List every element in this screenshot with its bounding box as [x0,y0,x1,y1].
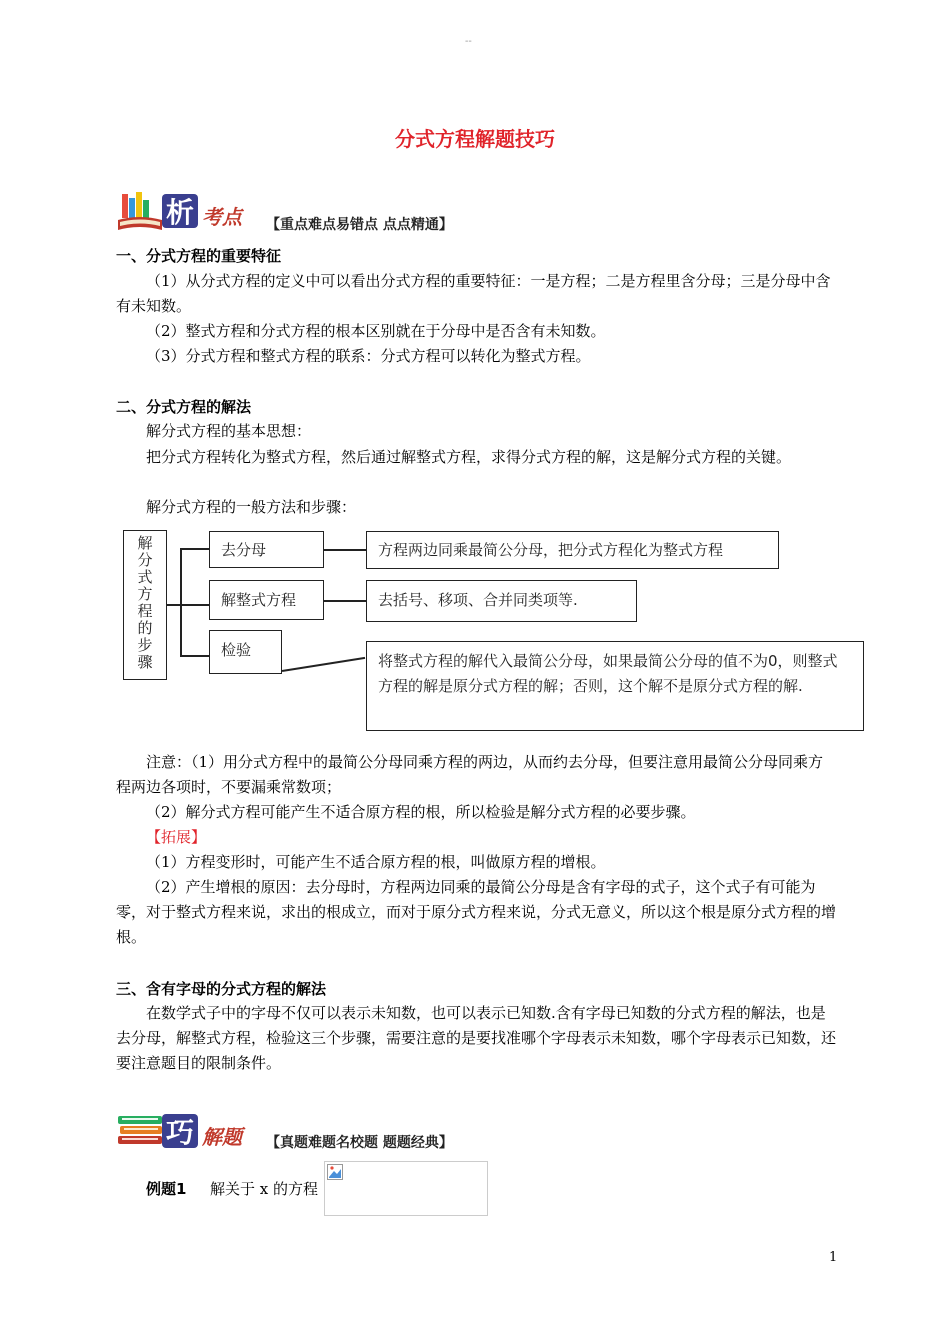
section-heading: 一、分式方程的重要特征 [116,247,282,265]
step-desc-box [366,641,864,731]
section-heading: 三、含有字母的分式方程的解法 [116,980,327,998]
page-number: 1 [829,1250,838,1265]
example-label: 例题1 [146,1180,187,1198]
step-label: 解整式方程 [221,591,297,609]
page-title: 分式方程解题技巧 [395,127,555,151]
banner-title-badge [162,192,254,232]
step-label: 去分母 [221,541,267,559]
step-box [209,630,282,674]
paragraph: 注意：（1）用分式方程中的最简公分母同乘方程的两边，从而约去分母，但要注意用最简公分母同乘方程两边各项时，不要漏乘常数项； [116,753,824,796]
banner-big-char: 析 [165,196,195,229]
example-line [146,1178,318,1199]
paragraph: 解分式方程的一般方法和步骤： [146,498,357,516]
header-mark: -- [465,36,472,47]
paragraph: 把分式方程转化为整式方程，然后通过解整式方程，求得分式方程的解，这是解分式方程的关键。 [146,448,792,466]
paragraph: （2）解分式方程可能产生不适合原方程的根，所以检验是解分式方程的必要步骤。 [146,803,696,821]
step-desc: 去括号、移项、合并同类项等. [378,591,578,609]
step-desc-box [366,531,779,569]
book-stack-icon [116,190,166,234]
paragraph: 解分式方程的基本思想： [146,422,312,440]
step-desc: 方程两边同乘最简公分母，把分式方程化为整式方程 [378,541,724,559]
banner-big-char: 巧 [165,1116,195,1149]
banner-analysis [116,188,496,236]
paragraph: （3）分式方程和整式方程的联系：分式方程可以转化为整式方程。 [146,347,591,365]
step-box [209,580,324,620]
paragraph: （2）产生增根的原因：去分母时，方程两边同乘的最简公分母是含有字母的式子，这个式子有可能为零，对于整式方程来说，求出的根成立，而对于原分式方程来说，分式无意义，所以这个根是原分式方程的增根。 [116,878,837,946]
banner-small-text: 解题 [202,1125,242,1149]
banner-solving [116,1108,496,1156]
paragraph: （1）方程变形时，可能产生不适合原方程的根，叫做原方程的增根。 [146,853,606,871]
banner-tag: 【重点难点易错点 点点精通】 [266,217,453,233]
equation-image-placeholder [324,1161,488,1216]
example-text: 解关于 x 的方程 [210,1180,318,1198]
step-desc: 将整式方程的解代入最简公分母，如果最简公分母的值不为0，则整式方程的解是原分式方程的解；否则，这个解不是原分式方程的解. [378,652,838,695]
step-desc-box [366,580,637,622]
step-label: 检验 [221,641,252,659]
step-box [209,531,324,568]
book-stack-icon [116,1112,166,1152]
paragraph: （1）从分式方程的定义中可以看出分式方程的重要特征：一是方程；二是方程里含分母；三是分母中含有未知数。 [116,272,831,315]
paragraph: （2）整式方程和分式方程的根本区别就在于分母中是否含有未知数。 [146,322,606,340]
banner-title-badge [162,1112,254,1152]
paragraph: 在数学式子中的字母不仅可以表示未知数，也可以表示已知数.含有字母已知数的分式方程的解法，也是去分母，解整式方程，检验这三个步骤，需要注意的是要找准哪个字母表示未知数，哪个字母表示已知数，还要注意题目的限制条件。 [116,1004,837,1072]
broken-image-icon [327,1164,343,1180]
banner-tag: 【真题难题名校题 题题经典】 [266,1135,453,1151]
extension-label: 【拓展】 [146,828,207,846]
diagram-root-box [123,530,167,680]
banner-small-text: 考点 [202,205,242,229]
diagram-root-label: 解分式方程的步骤 [137,534,153,671]
section-heading: 二、分式方程的解法 [116,398,252,416]
